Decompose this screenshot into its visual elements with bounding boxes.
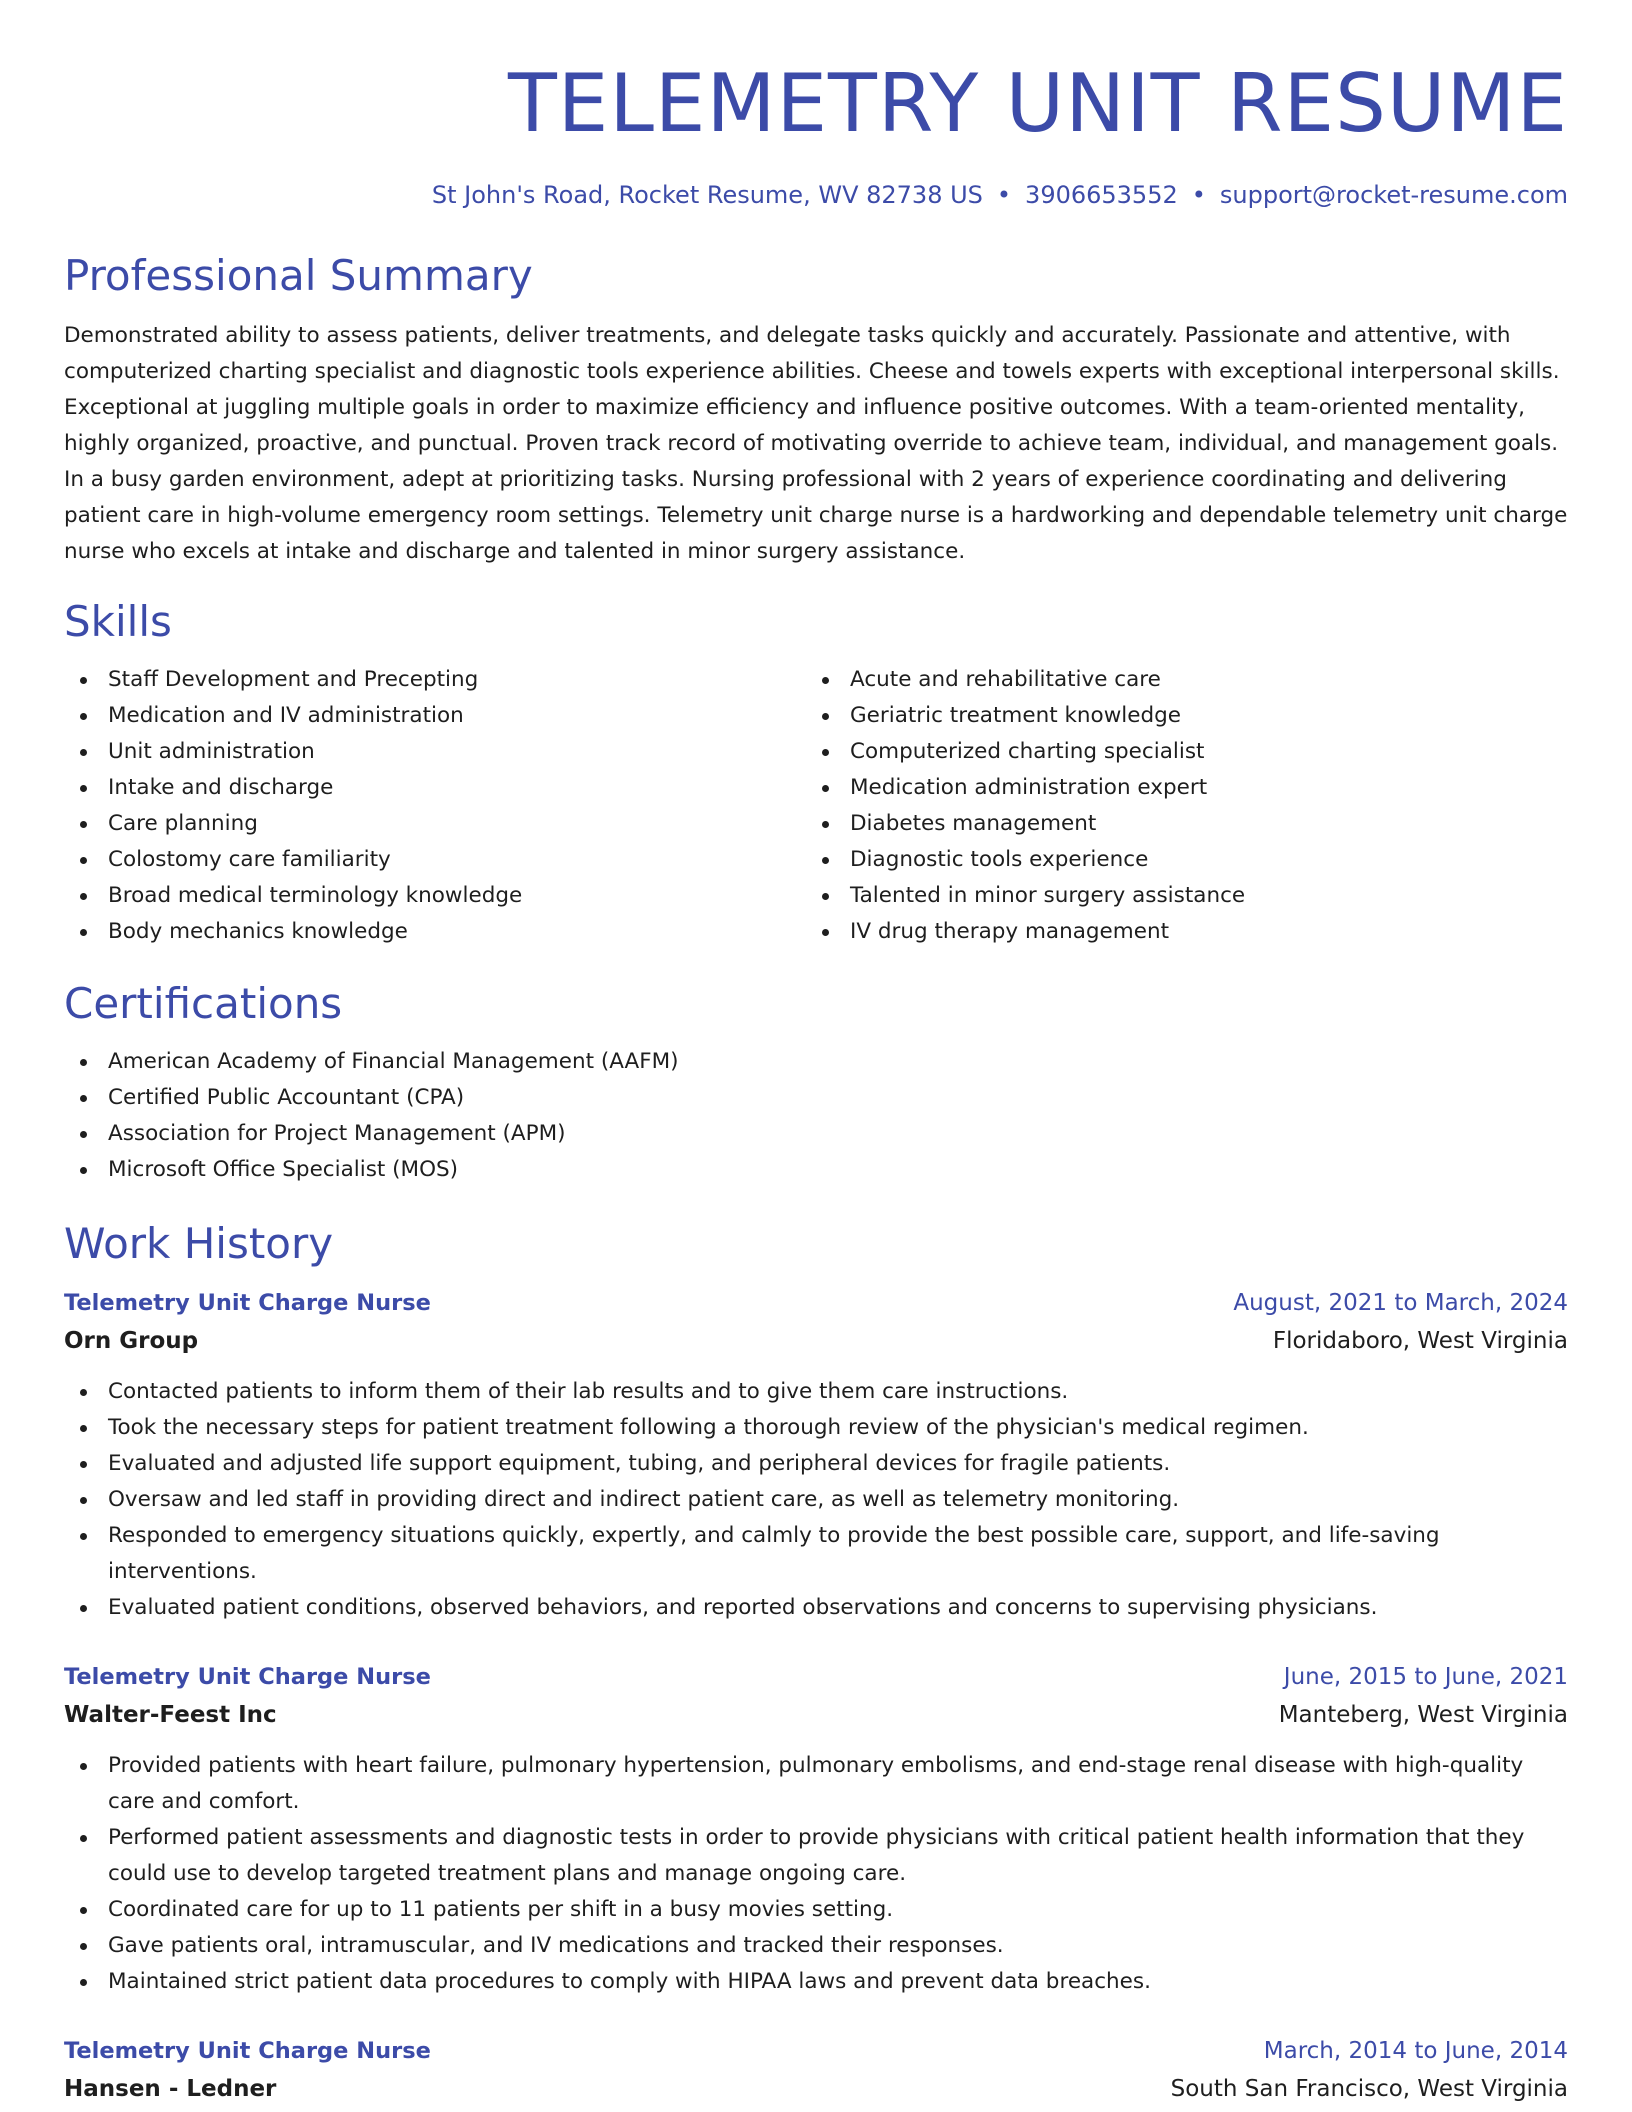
job-dates: June, 2015 to June, 2021 — [1283, 1664, 1568, 1690]
skills-heading: Skills — [64, 597, 172, 646]
certification-item: Certified Public Accountant (CPA) — [64, 1080, 1568, 1116]
certification-item: American Academy of Financial Management (AAFM) — [64, 1044, 1568, 1080]
skill-item: Diagnostic tools experience — [806, 842, 1548, 878]
skill-item: Acute and rehabilitative care — [806, 662, 1548, 698]
skills-section — [64, 596, 1568, 950]
skills-list-left — [64, 662, 806, 950]
job-title: Telemetry Unit Charge Nurse — [64, 1290, 431, 1316]
job-bullet: Performed patient assessments and diagnostic tests in order to provide physicians with critical patient health information that they could use to develop targeted treatment plans and manage ongoing care. — [64, 1820, 1568, 1892]
job-bullet: Responded to emergency situations quickly, expertly, and calmly to provide the best possible care, support, and life-saving interventions. — [64, 1518, 1568, 1590]
job-title-row — [64, 1284, 1568, 1322]
contact-separator: • — [1191, 181, 1206, 209]
job-bullet: Evaluated and adjusted life support equipment, tubing, and peripheral devices for fragile patients. — [64, 1446, 1568, 1482]
job-company: Orn Group — [64, 1328, 199, 1354]
summary-heading: Professional Summary — [64, 251, 533, 300]
contact-email: support@rocket-resume.com — [1219, 181, 1568, 209]
job-title-row — [64, 1658, 1568, 1696]
contact-line — [64, 180, 1568, 210]
skill-item: IV drug therapy management — [806, 914, 1548, 950]
summary-paragraph: Demonstrated ability to assess patients, deliver treatments, and delegate tasks quickly and accurately. Passionate and attentive, with computerized charting specialist and diagnostic tools experience abilities. Cheese and towels experts with exceptional interpersonal skills. Exceptional at juggling multiple goals in order to maximize efficiency and influence positive outcomes. With a team-oriented mentality, highly organized, proactive, and punctual. Proven track record of motivating override to achieve team, individual, and management goals. In a busy garden environment, adept at prioritizing tasks. Nursing professional with 2 years of experience coordinating and delivering patient care in high-volume emergency room settings. Telemetry unit charge nurse is a hardworking and dependable telemetry unit charge nurse who excels at intake and discharge and talented in minor surgery assistance. — [64, 323, 1568, 564]
work-history-section — [64, 1218, 1568, 2108]
job-company: Walter-Feest Inc — [64, 1702, 277, 1728]
resume-title: TELEMETRY UNIT RESUME — [507, 57, 1568, 150]
skill-item: Colostomy care familiarity — [64, 842, 806, 878]
contact-separator: • — [996, 181, 1012, 209]
job-title: Telemetry Unit Charge Nurse — [64, 2038, 431, 2064]
job-bullet: Coordinated care for up to 11 patients per shift in a busy movies setting. — [64, 1892, 1568, 1928]
resume-page — [64, 0, 1568, 2108]
job-bullet: Took the necessary steps for patient treatment following a thorough review of the physician's medical regimen. — [64, 1410, 1568, 1446]
work-history-heading: Work History — [64, 1219, 334, 1268]
skill-item: Body mechanics knowledge — [64, 914, 806, 950]
skill-item: Diabetes management — [806, 806, 1548, 842]
skill-item: Computerized charting specialist — [806, 734, 1548, 770]
job-company-row — [64, 1696, 1568, 1734]
job-bullet: Maintained strict patient data procedures to comply with HIPAA laws and prevent data breaches. — [64, 1964, 1568, 2000]
skill-item: Care planning — [64, 806, 806, 842]
job-bullets — [64, 1748, 1568, 2000]
certification-item: Microsoft Office Specialist (MOS) — [64, 1152, 1568, 1188]
job-location: Manteberg, West Virginia — [1278, 1702, 1568, 1728]
skills-columns — [64, 662, 1568, 950]
skills-column-right — [806, 662, 1548, 950]
summary-section — [64, 250, 1568, 570]
job-location: Floridaboro, West Virginia — [1272, 1328, 1568, 1354]
job-bullet: Contacted patients to inform them of their lab results and to give them care instructions. — [64, 1374, 1568, 1410]
job-bullet: Provided patients with heart failure, pulmonary hypertension, pulmonary embolisms, and end-stage renal disease with high-quality care and comfort. — [64, 1748, 1568, 1820]
skills-column-left — [64, 662, 806, 950]
skills-list-right — [806, 662, 1548, 950]
skill-item: Broad medical terminology knowledge — [64, 878, 806, 914]
skill-item: Intake and discharge — [64, 770, 806, 806]
job-bullet: Oversaw and led staff in providing direct and indirect patient care, as well as telemetry monitoring. — [64, 1482, 1568, 1518]
skill-item: Unit administration — [64, 734, 806, 770]
job-company-row — [64, 1322, 1568, 1360]
contact-phone: 3906653552 — [1025, 181, 1178, 209]
skill-item: Medication and IV administration — [64, 698, 806, 734]
job-title: Telemetry Unit Charge Nurse — [64, 1664, 431, 1690]
certifications-list — [64, 1044, 1568, 1188]
job-dates: August, 2021 to March, 2024 — [1233, 1290, 1568, 1316]
job-bullets — [64, 1374, 1568, 1626]
certifications-heading: Certifications — [64, 979, 343, 1028]
skill-item: Geriatric treatment knowledge — [806, 698, 1548, 734]
job-bullet: Gave patients oral, intramuscular, and IV medications and tracked their responses. — [64, 1928, 1568, 1964]
skill-item: Staff Development and Precepting — [64, 662, 806, 698]
contact-address: St John's Road, Rocket Resume, WV 82738 US — [431, 181, 983, 209]
skill-item: Talented in minor surgery assistance — [806, 878, 1548, 914]
job-bullet: Evaluated patient conditions, observed behaviors, and reported observations and concerns to supervising physicians. — [64, 1590, 1568, 1626]
certification-item: Association for Project Management (APM) — [64, 1116, 1568, 1152]
job-entry — [64, 1658, 1568, 2000]
job-company: Hansen - Ledner — [64, 2076, 277, 2102]
certifications-section — [64, 978, 1568, 1188]
job-entry — [64, 1284, 1568, 1626]
job-location: South San Francisco, West Virginia — [1170, 2076, 1568, 2102]
job-entry — [64, 2032, 1568, 2108]
job-title-row — [64, 2032, 1568, 2070]
job-dates: March, 2014 to June, 2014 — [1263, 2038, 1568, 2064]
skill-item: Medication administration expert — [806, 770, 1548, 806]
job-company-row — [64, 2070, 1568, 2108]
